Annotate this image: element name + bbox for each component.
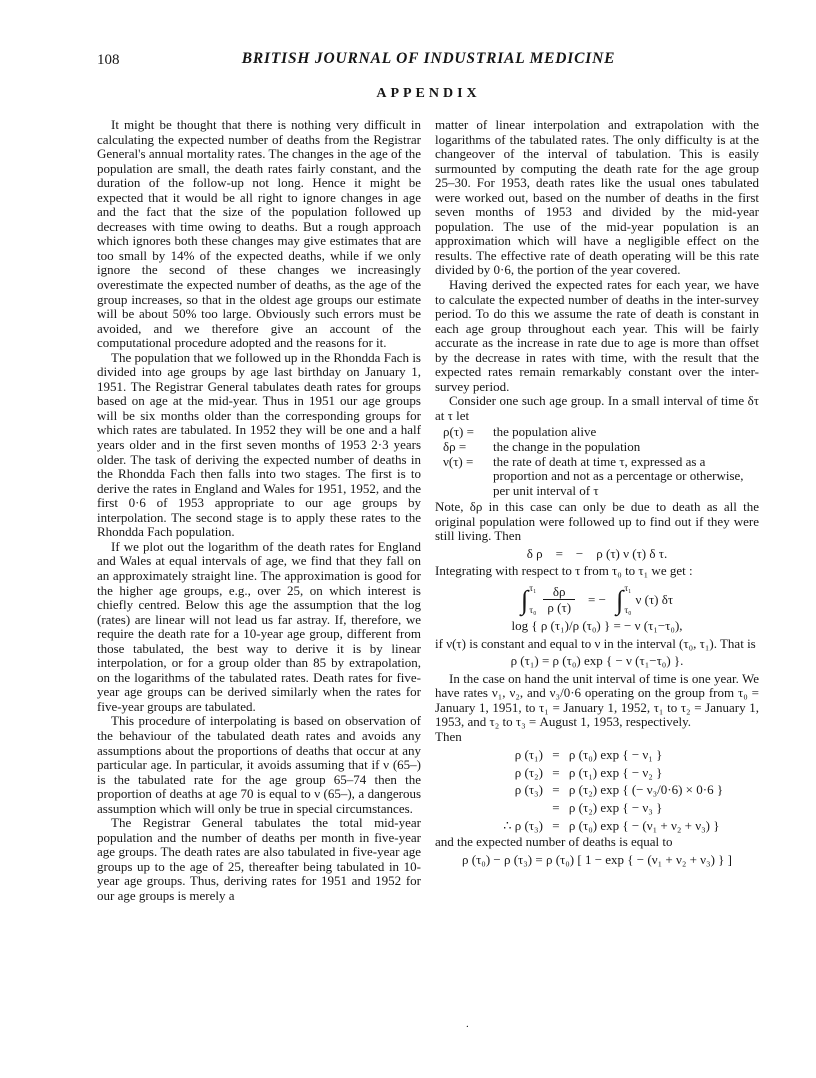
equation-log: log { ρ (τ₁)/ρ (τ₀) } = − ν (τ₁−τ₀), bbox=[511, 617, 683, 633]
upper-limit: τ₁ bbox=[624, 583, 632, 594]
lower-limit: τ₀ bbox=[624, 605, 632, 616]
definition-symbol: ρ(τ) = bbox=[443, 424, 474, 440]
fraction-numerator: δρ bbox=[543, 585, 575, 600]
paragraph: It might be thought that there is nothing very difficult in calculating the expected number of deaths from the Registrar General's annual mortality rates. The changes in the age of the population are small, the death rates fairly constant, and the duration of the follow-up not long. Hence it might be expected that it would be all right to ignore changes in age and the fact that the size of the population followed up decreases with time owing to deaths. But a rough approach which ignores both these changes may give estimates that are too small by 14% of the expected deaths, while if we only ignore the second of these changes we increasingly overestimate the expected number of deaths, as the age of the group increases, so that in the oldest age groups our estimate will be about 50% too large. Obviously such errors must be avoided, and we therefore give an account of the computational procedure adopted and the reasons for it. bbox=[97, 117, 421, 351]
definition-text: the change in the population bbox=[493, 439, 641, 455]
equation-rhs: ρ (τ₂) exp { − ν₃ } bbox=[568, 799, 663, 815]
paragraph: The population that we followed up in the Rhondda Fach is divided into age groups by age last birthday on January 1, 1951. The Registrar General tabulates death rates for groups based on age at the mid-year. Thus in 1951 our age groups will be six months older than the corresponding groups for which rates are tabulated. In 1952 they will be one and a half years older and in the first seven months of 1953 2·3 years older. The task of deriving the expected number of deaths in the Rhondda Fach then falls into two stages. The first is to derive the rates in England and Wales for 1951, 1952, and the first 0·6 of 1953 appropriate to our age groups by interpolation. The second stage is to apply these rates to the Rhondda Fach population. bbox=[97, 349, 421, 540]
definition-text: the population alive bbox=[493, 424, 597, 440]
equation-rhs: ρ (τ₀) exp { − ν₁ } bbox=[568, 747, 663, 763]
definition-row bbox=[443, 440, 759, 455]
upper-limit: τ₁ bbox=[529, 583, 537, 594]
equation-rhs: ρ (τ₀) exp { − (ν₁ + ν₂ + ν₃) } bbox=[568, 817, 720, 833]
equals-sign: = bbox=[552, 817, 560, 833]
definition-row bbox=[443, 455, 759, 499]
integral-sign-icon: ∫ bbox=[520, 584, 529, 615]
equation-delta-rho: δ ρ = − ρ (τ) ν (τ) δ τ. bbox=[526, 545, 668, 561]
paragraph: Integrating with respect to τ from τ₀ to τ₁ we get : bbox=[435, 563, 693, 579]
symbol-definitions bbox=[443, 425, 759, 498]
lower-limit: τ₀ bbox=[529, 605, 537, 616]
definition-text: the rate of death at time τ, expressed as a proportion and not as a percentage or otherwise, per unit interval of τ bbox=[493, 453, 744, 498]
equation-lhs: ρ (τ₃) bbox=[514, 782, 543, 798]
paragraph: The Registrar General tabulates the total mid-year population and the number of deaths per month in five-year age groups. The death rates are also tabulated in five-year age groups up to the age of 25, thereafter being tabulated in 10-year age groups. Thus, deriving rates for 1951 and 1952 for our age groups is merely a bbox=[97, 815, 421, 903]
definition-symbol: ν(τ) = bbox=[443, 453, 474, 469]
equation-system bbox=[471, 748, 723, 833]
equation-expected-deaths: ρ (τ₀) − ρ (τ₃) = ρ (τ₀) [ 1 − exp { − (ν₁ + ν₂ + ν₃) } ] bbox=[462, 851, 732, 867]
equation-rhs: ρ (τ₁) exp { − ν₂ } bbox=[568, 764, 663, 780]
integrand: ν (τ) δτ bbox=[635, 591, 674, 607]
paragraph: matter of linear interpolation and extrapolation with the logarithms of the tabulated rates. The only difficulty is at the changeover of the interval of tabulation. This is easily surmounted by computing the death rate for the age group 25–30. For 1953, death rates like the usual ones tabulated were worked out, based on the number of deaths in the first seven months of 1953 and divided by the mid-year population. The use of the mid-year population is an approximation which will have a negligible effect on the results. The effective rate of death operating will be this rate divided by 0·6, the portion of the year covered. bbox=[435, 117, 759, 278]
equals-sign: = bbox=[552, 799, 560, 815]
equation-lhs: ρ (τ₂) bbox=[514, 764, 543, 780]
page-number: 108 bbox=[97, 52, 120, 68]
paragraph: This procedure of interpolating is based on observation of the behaviour of the tabulated death rates and avoids any assumptions about the proportions of deaths that occur at any particular age. In particular, it avoids assuming that if ν (65–) is the tabulated rate for the age group 65–74 then the proportion of deaths at age 70 is equal to ν (65–), a dangerous assumption which will only be true in special circumstances. bbox=[97, 713, 421, 816]
paragraph: Having derived the expected rates for each year, we have to calculate the expected number of deaths in the inter-survey period. To do this we assume the rate of death is constant in each age group throughout each year. This will be fairly accurate as the increase in rate due to age is more than offset by the decrease in rates with time, with the result that the expected rates remain remarkably constant over the inter-survey period. bbox=[435, 277, 759, 394]
equation-lhs: ∴ ρ (τ₃) bbox=[503, 817, 543, 833]
paragraph: Note, δρ in this case can only be due to death as all the original population were followed up to find out if they were still living. Then bbox=[435, 499, 759, 544]
equals-sign: = bbox=[552, 747, 560, 763]
paragraph: if ν(τ) is constant and equal to ν in the interval (τ₀, τ₁). That is bbox=[435, 635, 756, 651]
paragraph: Consider one such age group. In a small interval of time δτ at τ let bbox=[435, 393, 759, 423]
integral-lhs bbox=[521, 584, 537, 616]
right-column bbox=[435, 118, 759, 904]
paragraph: and the expected number of deaths is equal to bbox=[435, 834, 673, 850]
fraction-denominator: ρ (τ) bbox=[547, 600, 572, 616]
scan-artifact-dot: . bbox=[466, 1018, 469, 1030]
paragraph: Then bbox=[435, 728, 462, 744]
equals-sign: = bbox=[552, 764, 560, 780]
two-column-body bbox=[97, 118, 760, 904]
equals-sign: = bbox=[552, 782, 560, 798]
definition-row bbox=[443, 425, 759, 440]
page-header bbox=[97, 50, 760, 72]
paragraph: If we plot out the logarithm of the death rates for England and Wales at equal intervals of age, we find that they fall on an approximately straight line. The approximation is good for the higher age groups, e.g., over 25, on which interest is chiefly centred. Below this age the assumption that the log (rates) are linear will not lead us far astray. If, therefore, we require the death rate for a 10-year age group, different from those tabulated, the best way to derive it is by linear interpolation, or for a group older than 85 by extrapolation, on the logarithms of the tabulated rates. Death rates for five-year age groups can be derived similarly when the rates for five-year groups are tabulated. bbox=[97, 538, 421, 714]
integral-rhs bbox=[616, 584, 632, 616]
equation-lhs bbox=[471, 801, 543, 816]
equation-rho-tau1: ρ (τ₁) = ρ (τ₀) exp { − ν (τ₁−τ₀) }. bbox=[510, 653, 684, 669]
integral-limits bbox=[624, 584, 631, 616]
integral-limits bbox=[529, 584, 536, 616]
equation-lhs: ρ (τ₁) bbox=[514, 747, 543, 763]
relation-sign: = − bbox=[588, 591, 606, 607]
definition-symbol: δρ = bbox=[443, 439, 467, 455]
equation-rhs: ρ (τ₂) exp { (− ν₃/0·6) × 0·6 } bbox=[568, 782, 724, 798]
integral-sign-icon: ∫ bbox=[615, 584, 624, 615]
equation-integral bbox=[435, 584, 759, 616]
fraction bbox=[543, 585, 575, 614]
journal-title: BRITISH JOURNAL OF INDUSTRIAL MEDICINE bbox=[241, 50, 616, 67]
appendix-title: APPENDIX bbox=[376, 86, 481, 101]
paragraph: In the case on hand the unit interval of time is one year. We have rates ν₁, ν₂, and ν₃/0·6 operating on the group from τ₀ = January 1, 1951, to τ₁ = January 1, 1952, τ₁ to τ₂ = January 1, 1953, and τ₂ to τ₃ = August 1, 1953, respectively. bbox=[435, 670, 759, 730]
left-column bbox=[97, 118, 421, 904]
